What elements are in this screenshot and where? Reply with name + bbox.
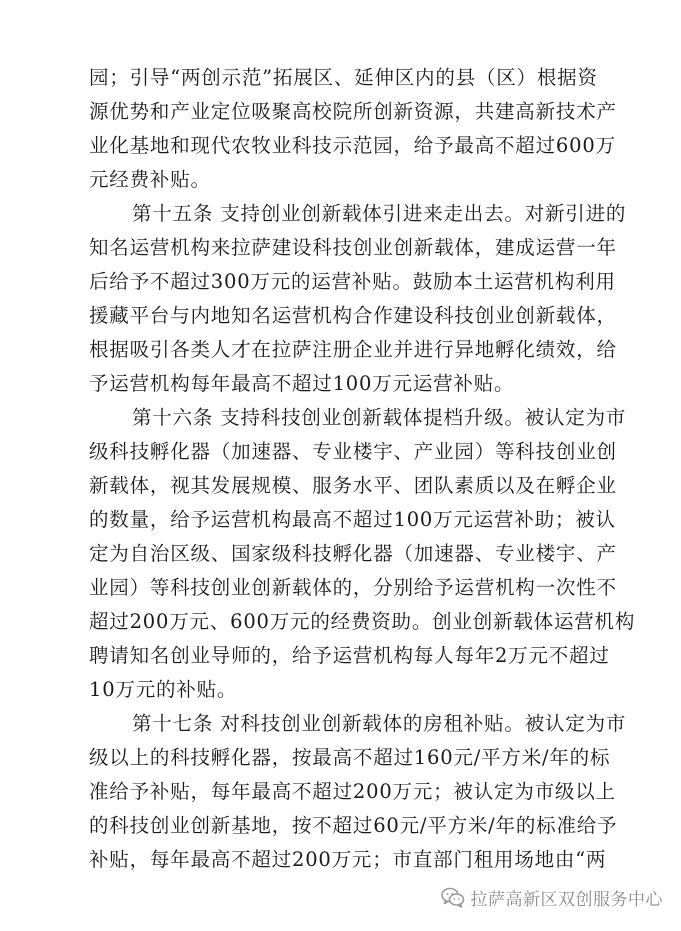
text-line: 的科技创业创新基地，按不超过60元/平方米/年的标准给予 [89,814,618,837]
text-line: 聘请知名创业导师的，给予运营机构每人每年2万元不超过 [89,644,610,667]
text-line: 第十六条 支持科技创业创新载体提档升级。被认定为市 [132,406,627,429]
text-line: 根据吸引各类人才在拉萨注册企业并进行异地孵化绩效，给 [89,338,617,361]
text-line: 援藏平台与内地知名运营机构合作建设科技创业创新载体， [89,304,617,327]
text-line: 10万元的补贴。 [89,678,238,701]
text-line: 第十七条 对科技创业创新载体的房租补贴。被认定为市 [132,712,627,735]
text-line: 第十五条 支持创业创新载体引进来走出去。对新引进的 [132,202,627,225]
text-line: 源优势和产业定位吸聚高校院所创新资源，共建高新技术产 [89,100,617,123]
text-line: 的数量，给予运营机构最高不超过100万元运营补助；被认 [89,508,616,531]
wechat-icon [441,886,465,908]
watermark-text: 拉萨高新区双创服务中心 [470,889,663,910]
text-line: 级科技孵化器（加速器、专业楼宇、产业园）等科技创业创 [89,440,617,463]
text-line: 后给予不超过300万元的运营补贴。鼓励本土运营机构利用 [89,270,616,293]
text-line: 知名运营机构来拉萨建设科技创业创新载体，建成运营一年 [89,236,617,259]
text-line: 园；引导“两创示范”拓展区、延伸区内的县（区）根据资 [89,66,598,89]
text-line: 超过200万元、600万元的经费资助。创业创新载体运营机构 [89,610,636,633]
watermark [441,880,664,914]
text-line: 准给予补贴，每年最高不超过200万元；被认定为市级以上 [89,780,616,803]
text-line: 予运营机构每年最高不超过100万元运营补贴。 [89,372,515,395]
text-line: 元经费补贴。 [89,168,211,191]
text-line: 级以上的科技孵化器，按最高不超过160元/平方米/年的标 [89,746,611,769]
text-line: 业园）等科技创业创新载体的，分别给予运营机构一次性不 [89,576,617,599]
text-line: 新载体，视其发展规模、服务水平、团队素质以及在孵企业 [89,474,617,497]
text-line: 业化基地和现代农牧业科技示范园，给予最高不超过600万 [89,134,616,157]
text-line: 补贴，每年最高不超过200万元；市直部门租用场地由“两 [89,848,607,871]
text-line: 定为自治区级、国家级科技孵化器（加速器、专业楼宇、产 [89,542,617,565]
